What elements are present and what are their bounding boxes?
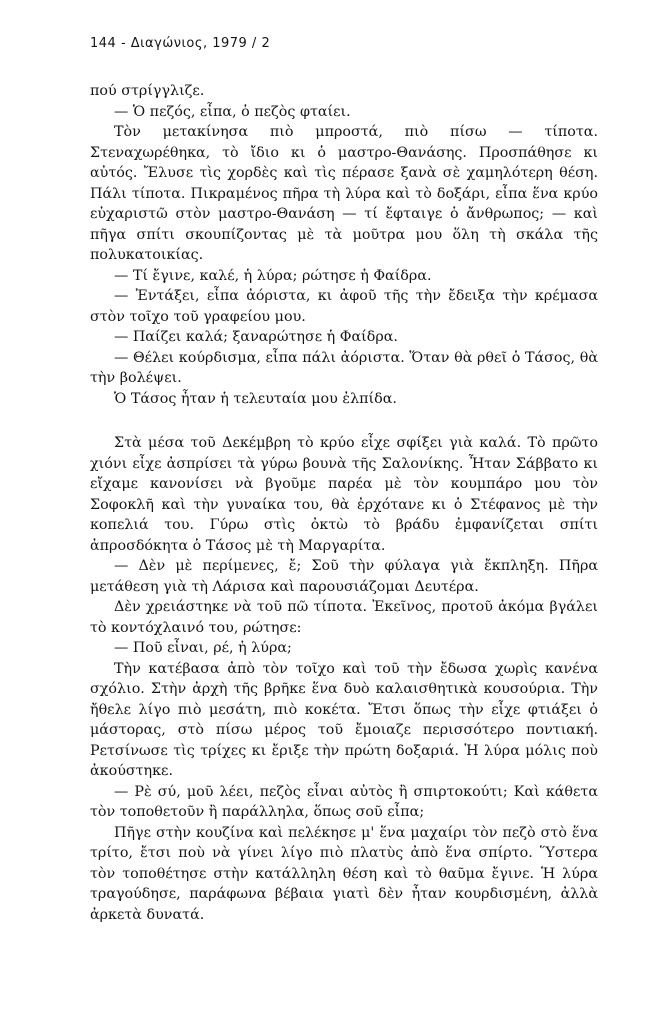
book-page [90,36,598,925]
paragraph: — Ὁ πεζός, εἶπα, ὁ πεζὸς φταίει. [114,103,351,120]
paragraph: Τὴν κατέβασα ἀπὸ τὸν τοῖχο καὶ τοῦ τὴν ἔδωσα χωρὶς κανένα σχόλιο. Στὴν ἀρχὴ τῆς βρῆκε ἕνα δυὸ καλαισθητικὰ κουσούρια. Τὴν ἤθελε λίγο πιὸ μεσάτη, πιὸ κοκέτα. Ἔτσι ὅπως τὴν εἶχε φτιάξει ὁ μάστορας, στὸ πίσω μέρος τοῦ ἔμοιαζε περισσότερο ποντιακή. Ρετσίνωσε τὶς τρίχες κι ἔριξε τὴν πρώτη δοξαριά. Ἡ λύρα μόλις ποὺ ἀκούστηκε. [90,660,598,779]
section-1 [90,81,598,409]
paragraph: — Ποῦ εἶναι, ρέ, ἡ λύρα; [114,640,292,656]
paragraph: — Δὲν μὲ περίμενες, ἔ; Σοῦ τὴν φύλαγα γιὰ ἔκπληξη. Πῆρα μετάθεση γιὰ τὴ Λάρισα καὶ παρουσιάζομαι Δευτέρα. [90,558,598,595]
section-break [90,409,598,433]
paragraph: — Ρὲ σύ, μοῦ λέει, πεζὸς εἶναι αὐτὸς ἢ σπιρτοκούτι; Καὶ κάθετα τὸν τοποθετοῦν ἢ παράλληλα, ὅπως σοῦ εἶπα; [90,783,598,820]
paragraph: Πῆγε στὴν κουζίνα καὶ πελέκησε μ' ἕνα μαχαίρι τὸν πεζὸ στὸ ἕνα τρίτο, ἔτσι ποὺ νὰ γίνει λίγο πιὸ πλατὺς ἀπὸ ἕνα σπίρτο. Ὕστερα τὸν τοποθέτησε στὴν κατάλληλη θέση καὶ τὸ θαῦμα ἔγινε. Ἡ λύρα τραγούδησε, παράφωνα βέβαια γιατὶ δὲν ἦταν κουρδισμένη, ἀλλὰ ἀρκετὰ δυνατά. [90,824,598,923]
paragraph: Στὰ μέσα τοῦ Δεκέμβρη τὸ κρύο εἶχε σφίξει γιὰ καλά. Τὸ πρῶτο χιόνι εἶχε ἀσπρίσει τὰ γύρω βουνὰ τῆς Σαλονίκης. Ἦταν Σάββατο κι εἴχαμε κανονίσει νὰ βγοῦμε παρέα μὲ τὸν κουμπάρο μου τὸν Σοφοκλῆ καὶ τὴν γυναίκα του, θὰ ἐρχότανε κι ὁ Στέφανος μὲ τὴν κοπελιά του. Γύρω στὶς ὀκτὼ τὸ βράδυ ἐμφανίζεται σπίτι ἀπροσδόκητα ὁ Τάσος μὲ τὴ Μαργαρίτα. [90,435,598,554]
paragraph: — Ἐντάξει, εἶπα ἀόριστα, κι ἀφοῦ τῆς τὴν ἔδειξα τὴν κρέμασα στὸν τοῖχο τοῦ γραφείου μου. [90,288,598,325]
section-2 [90,433,598,925]
paragraph: πού στρίγγλιζε. [90,83,205,99]
paragraph: Δὲν χρειάστηκε νὰ τοῦ πῶ τίποτα. Ἐκεῖνος, προτοῦ ἀκόμα βγάλει τὸ κοντόχλαινό του, ρώτησε: [90,599,598,636]
running-header: 144 - Διαγώνιος, 1979 / 2 [90,36,271,51]
paragraph: Ὁ Τάσος ἦταν ἡ τελευταία μου ἐλπίδα. [114,390,397,407]
paragraph: — Παίζει καλά; ξαναρώτησε ἡ Φαίδρα. [114,329,398,345]
paragraph: Τὸν μετακίνησα πιὸ μπροστά, πιὸ πίσω — τίποτα. Στεναχωρέθηκα, τὸ ἴδιο κι ὁ μαστρο-Θανάσης. Προσπάθησε κι αὐτός. Ἔλυσε τὶς χορδὲς καὶ τὶς πέρασε ξανὰ σὲ χαμηλότερη θέση. Πάλι τίποτα. Πικραμένος πῆρα τὴ λύρα καὶ τὸ δοξάρι, εἶπα ἕνα κρύο εὐχαριστῶ στὸν μαστρο-Θανάση — τί ἔφταιγε ὁ ἄνθρωπος; — καὶ πῆγα σπίτι σκουπίζοντας μὲ τὰ μοῦτρα μου ὅλη τὴ σκάλα τῆς πολυκατοικίας. [90,124,598,263]
paragraph: — Τί ἔγινε, καλέ, ἡ λύρα; ρώτησε ἡ Φαίδρα. [114,267,432,284]
paragraph: — Θέλει κούρδισμα, εἶπα πάλι ἀόριστα. Ὅταν θὰ ρθεῖ ὁ Τάσος, θὰ τὴν βολέψει. [90,349,598,386]
